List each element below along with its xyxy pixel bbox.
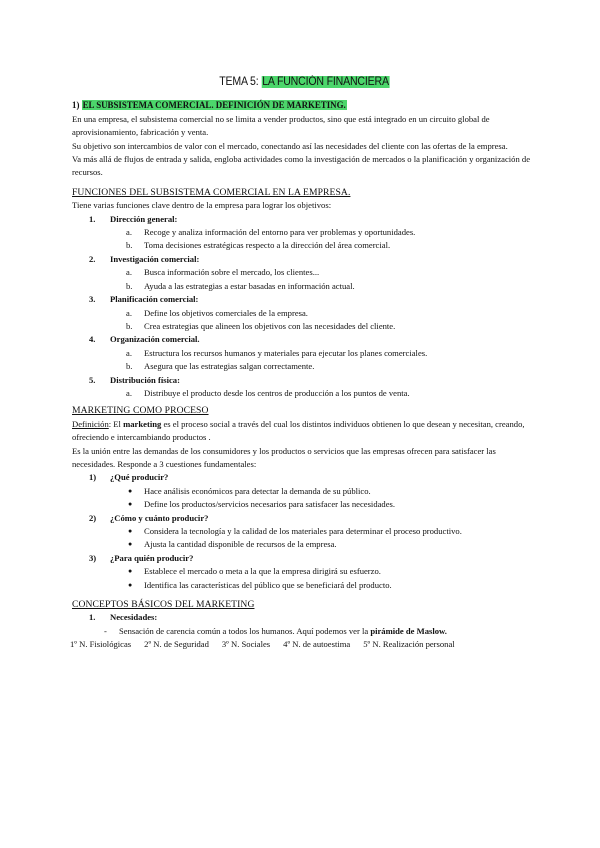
bullet-icon: ●: [128, 567, 133, 576]
bullet-text: Ajusta la cantidad disponible de recursos de la empresa.: [144, 539, 337, 550]
list-label: Organización comercial.: [110, 334, 200, 345]
sub-letter: b.: [126, 320, 133, 331]
sub-letter: a.: [126, 347, 132, 358]
bullet-icon: ●: [128, 486, 133, 495]
bullet-text: Considera la tecnología y la calidad de los materiales para determinar el proceso productivo.: [144, 526, 462, 536]
sub-item: [72, 387, 537, 400]
sub-text: Distribuye el producto desde los centros de producción a los puntos de venta.: [144, 387, 410, 398]
section-2-intro: Tiene varias funciones clave dentro de la empresa para lograr los objetivos:: [72, 200, 332, 211]
sub-letter: b.: [126, 280, 133, 291]
dash-text: Sensación de carencia común a todos los humanos. Aquí podemos ver la: [119, 625, 371, 636]
sub-text: Crea estrategias que alineen los objetivos con las necesidades del cliente.: [144, 320, 396, 331]
list-label: Planificación comercial:: [110, 294, 199, 305]
bullet-icon: ●: [128, 527, 133, 535]
list-number: 4.: [89, 334, 96, 345]
definition-paragraph: [72, 418, 537, 445]
maslow-level: 5º N. Realización personal: [363, 639, 455, 650]
maslow-level: 1º N. Fisiológicas: [70, 639, 132, 650]
sub-item: [72, 347, 537, 360]
list-label: Distribución física:: [110, 374, 180, 385]
list-label: ¿Cómo y cuánto producir?: [110, 512, 209, 523]
sub-text: Busca información sobre el mercado, los clientes...: [144, 267, 320, 278]
list-item: [72, 293, 537, 306]
section-4-heading: CONCEPTOS BÁSICOS DEL MARKETING: [72, 599, 255, 611]
sub-item: [72, 226, 537, 239]
paragraph: Es la unión entre las demandas de los consumidores y los productos o servicios que las empresas ofrecen para satisfacer las necesidades. Responde a 3 cuestiones fundamentales:: [72, 445, 496, 469]
questions-list: [72, 471, 537, 592]
list-item: [72, 253, 537, 266]
sub-letter: b.: [126, 240, 133, 251]
definition-label: Definición: [72, 418, 109, 429]
sub-text: Estructura los recursos humanos y materiales para ejecutar los planes comerciales.: [144, 347, 428, 358]
bullet-text: Hace análisis económicos para detectar la demanda de su público.: [144, 485, 371, 496]
list-item: [72, 374, 537, 387]
list-number: 3): [89, 552, 97, 563]
sub-item: [72, 360, 537, 373]
paragraph: Su objetivo son intercambios de valor con el mercado, conectando así las necesidades del cliente con las ofertas de la empresa.: [72, 140, 508, 151]
maslow-level: 2º N. de Seguridad: [144, 639, 209, 650]
definition-text: es el proceso social a través del cual los distintos individuos obtienen lo que desean y necesitan, creando, ofreciendo e intercambiando productos .: [72, 418, 525, 443]
list-number: 2): [89, 512, 97, 523]
section-3-heading: MARKETING COMO PROCESO: [72, 405, 209, 417]
concepts-list: [72, 611, 537, 638]
bullet-item: [72, 538, 537, 551]
sub-letter: a.: [126, 307, 132, 318]
maslow-level: 4º N. de autoestima: [283, 639, 351, 650]
list-number: 1): [89, 472, 97, 483]
bullet-icon: ●: [128, 540, 133, 549]
list-item: [72, 333, 537, 346]
bullet-item: [72, 579, 537, 592]
list-number: 1.: [89, 612, 96, 623]
sub-text: Ayuda a las estrategias a estar basadas en información actual.: [144, 280, 355, 291]
section-1-number: 1): [72, 100, 82, 111]
sub-item: [72, 320, 537, 333]
maslow-keyword: pirámide de Maslow.: [370, 625, 447, 636]
list-number: 5.: [89, 374, 96, 385]
sub-item: [72, 239, 537, 252]
list-label: ¿Para quién producir?: [110, 552, 194, 563]
maslow-levels: [70, 638, 537, 651]
page-title: [91, 76, 519, 89]
sub-item: [72, 280, 537, 293]
list-label: Investigación comercial:: [110, 253, 200, 264]
definition-text: : El: [108, 418, 124, 429]
list-number: 2.: [89, 253, 96, 264]
sub-letter: a.: [126, 387, 132, 398]
sub-text: Define los objetivos comerciales de la empresa.: [144, 307, 308, 318]
list-item: [72, 552, 537, 565]
bullet-text: Define los productos/servicios necesarios para satisfacer las necesidades.: [144, 499, 396, 510]
sub-letter: a.: [126, 267, 132, 278]
sub-text: Toma decisiones estratégicas respecto a la dirección del área comercial.: [144, 240, 391, 251]
dash-marker: -: [104, 625, 107, 636]
list-number: 3.: [89, 294, 96, 305]
sub-item: [72, 266, 537, 279]
document-page: [72, 76, 537, 652]
section-2-heading: FUNCIONES DEL SUBSISTEMA COMERCIAL EN LA EMPRESA.: [72, 186, 351, 198]
bullet-item: [72, 498, 537, 511]
bullet-text: Establece el mercado o meta a la que la empresa dirigirá su esfuerzo.: [144, 566, 381, 577]
list-label: Dirección general:: [110, 213, 178, 224]
sub-letter: a.: [126, 227, 132, 238]
section-1-heading: [72, 99, 537, 112]
list-item: [72, 611, 537, 624]
sub-text: Asegura que las estrategias salgan correctamente.: [144, 361, 315, 372]
sub-item: [72, 307, 537, 320]
list-label: ¿Qué producir?: [110, 472, 169, 483]
paragraph: En una empresa, el subsistema comercial no se limita a vender productos, sino que está integrado en un circuito global de aprovisionamiento, fabricación y venta.: [72, 113, 490, 138]
list-item: [72, 213, 537, 226]
sub-letter: b.: [126, 361, 133, 372]
section-1-heading-text: EL SUBSISTEMA COMERCIAL. DEFINICIÓN DE MARKETING.: [82, 100, 346, 111]
bullet-text: Identifica las características del público que se beneficiará del producto.: [144, 579, 392, 590]
bullet-icon: ●: [128, 580, 133, 589]
title-prefix: TEMA 5:: [219, 76, 262, 88]
bullet-item: [72, 525, 537, 538]
list-item: [72, 471, 537, 484]
paragraph: Va más allá de flujos de entrada y salida, engloba actividades como la investigación de mercados o la planificación y organización de recursos.: [72, 154, 531, 178]
functions-list: [72, 213, 537, 401]
dash-item: [72, 625, 537, 638]
bullet-item: [72, 565, 537, 578]
title-highlight: LA FUNCIÓN FINANCIERA: [262, 76, 389, 88]
bullet-item: [72, 485, 537, 498]
list-label: Necesidades:: [110, 612, 158, 623]
list-number: 1.: [89, 213, 96, 224]
sub-text: Recoge y analiza información del entorno para ver problemas y oportunidades.: [144, 227, 416, 238]
maslow-level: 3º N. Sociales: [221, 639, 271, 650]
definition-keyword: marketing: [123, 418, 162, 429]
bullet-icon: ●: [128, 500, 133, 509]
list-item: [72, 512, 537, 525]
